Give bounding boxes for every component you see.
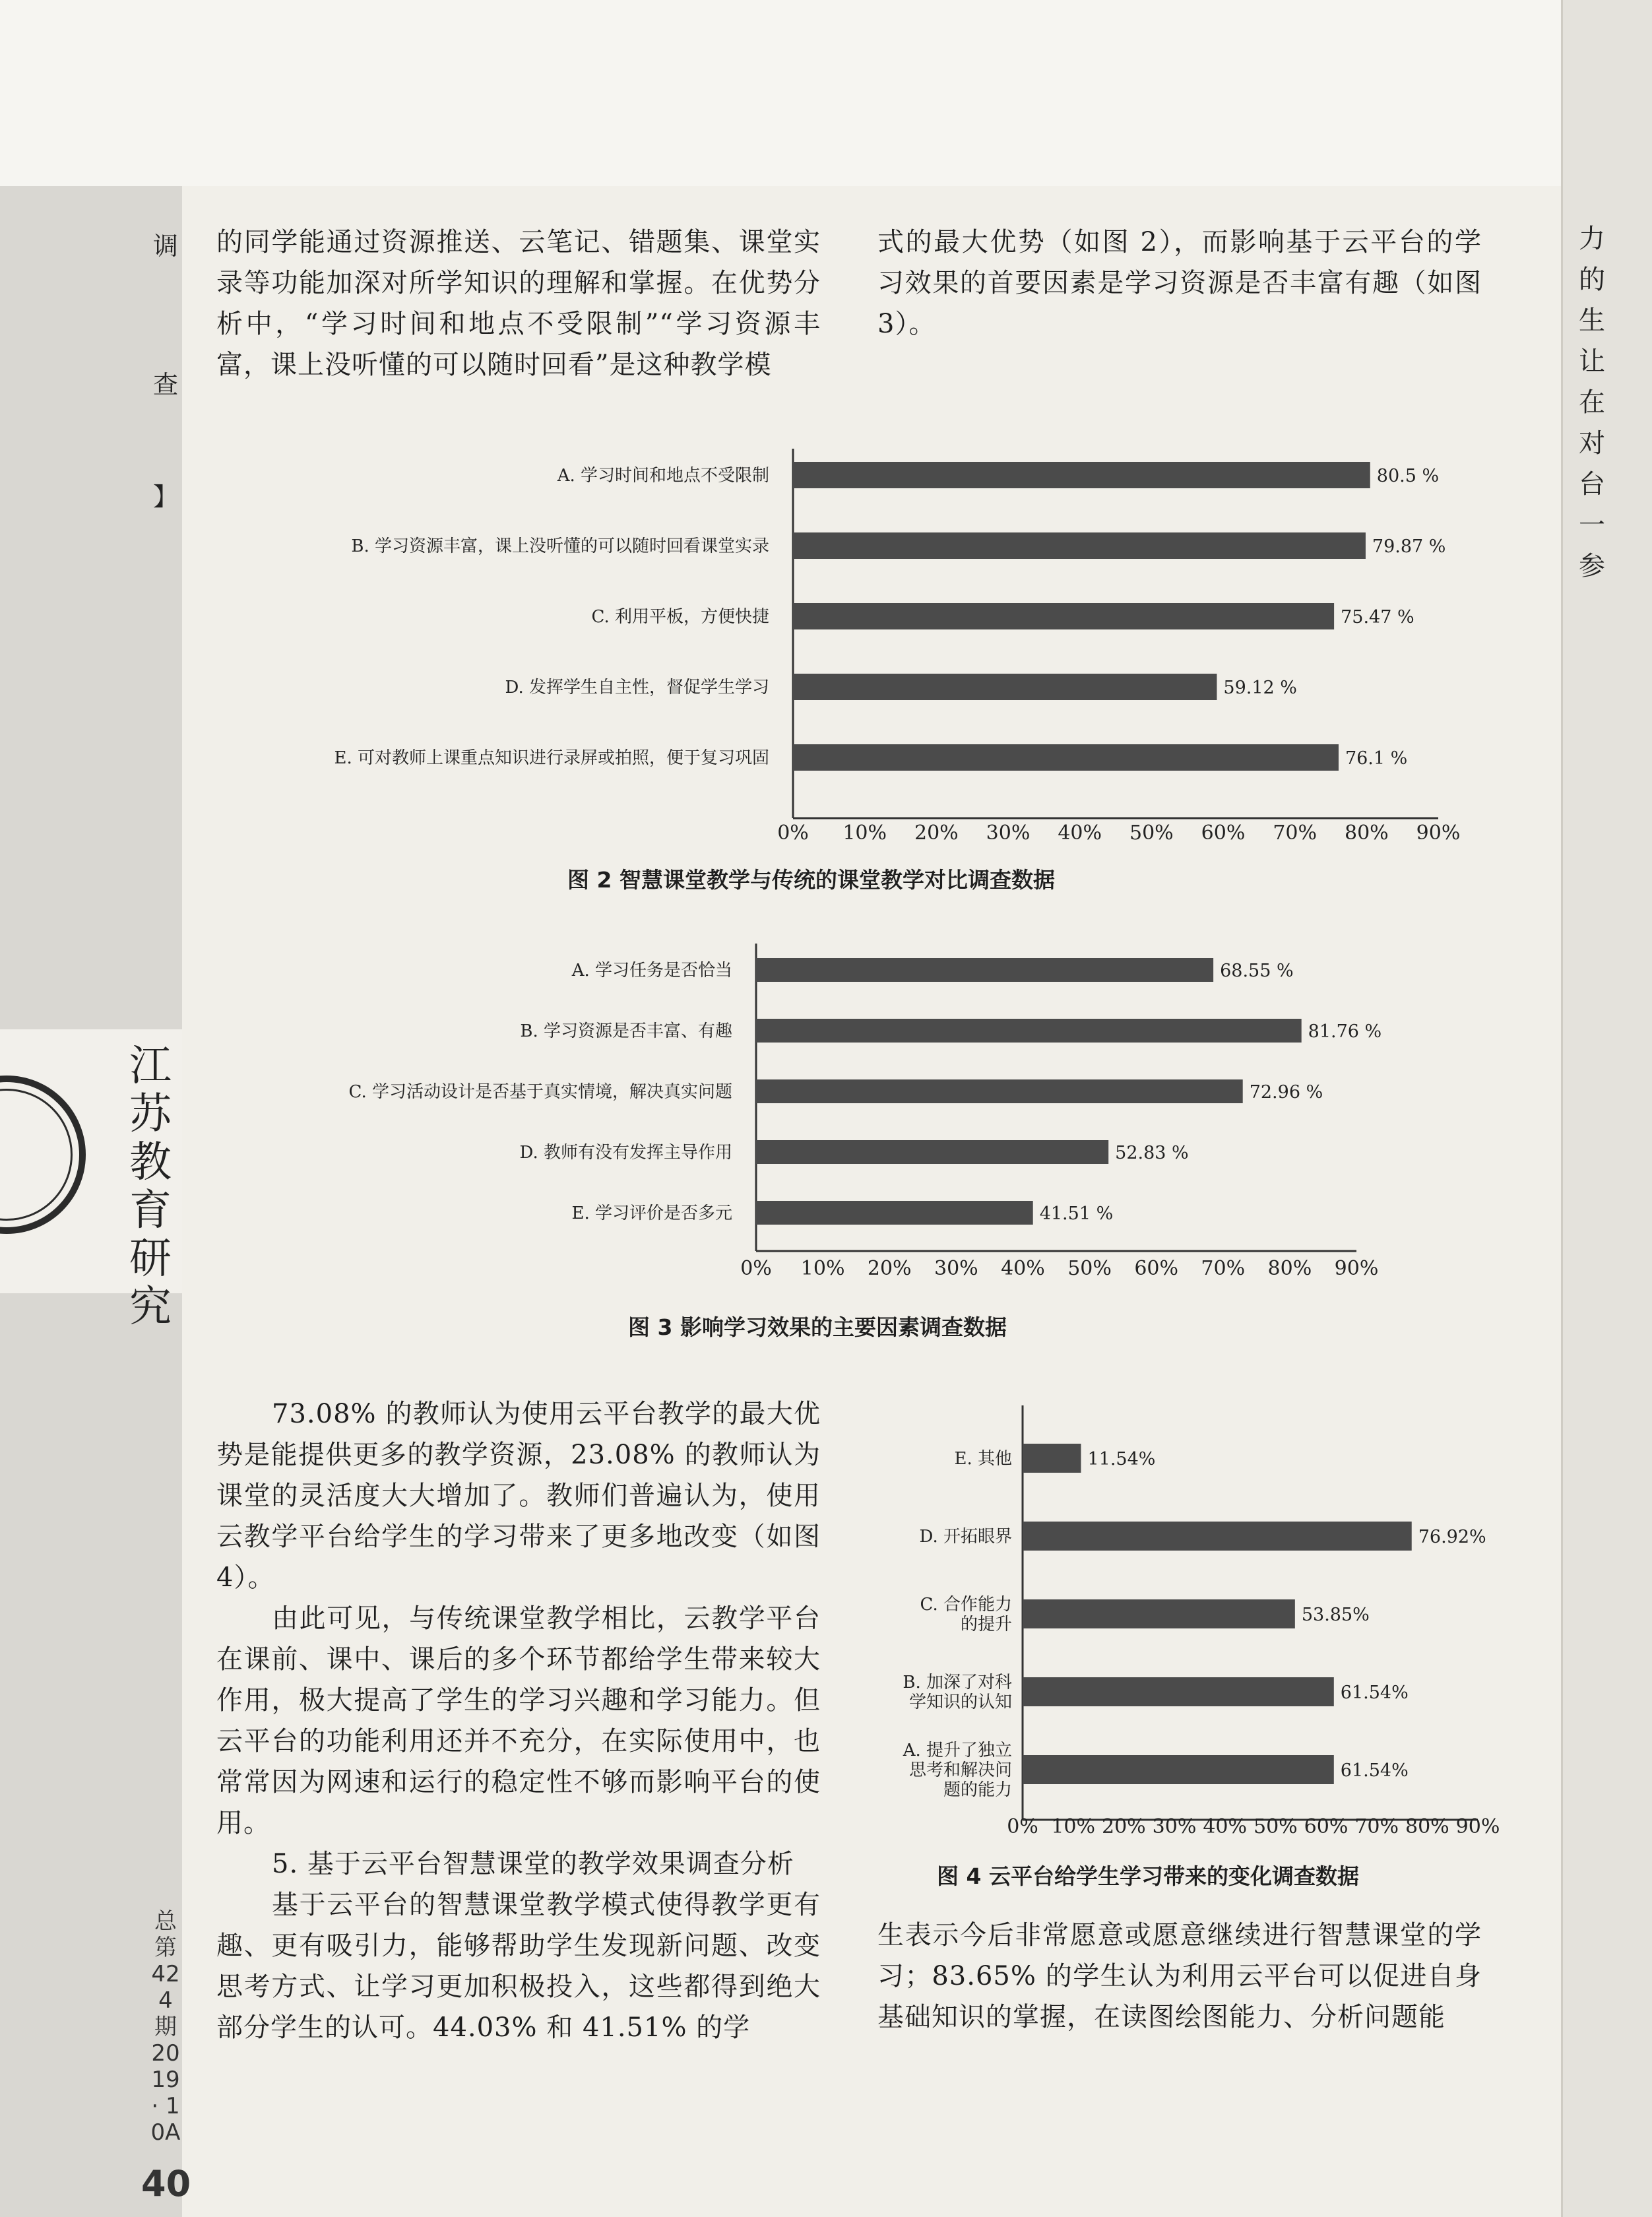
chart-category-label: C. 利用平板，方便快捷 <box>591 607 769 627</box>
chart-category-label: 思考和解决问 <box>908 1760 1012 1780</box>
edge-char: 让 <box>1579 346 1605 377</box>
chart-tick-label: 0% <box>740 1257 772 1280</box>
figure-2-caption: 图 2 智慧课堂教学与传统的课堂教学对比调查数据 <box>567 867 1055 893</box>
chart-category-label: C. 合作能力 <box>920 1595 1012 1615</box>
next-page-edge <box>1561 0 1652 2217</box>
chart-tick-label: 10% <box>800 1257 845 1280</box>
chart-category-label: 题的能力 <box>943 1780 1012 1800</box>
col1-paragraph-2: 由此可见，与传统课堂教学相比，云教学平台在课前、课中、课后的多个环节都给学生带来较大作用，极大提高了学生的学习兴趣和学习能力。但云平台的功能利用还并不充分，在实际使用中，也常常因为网速和运行的稳定性不够而影响平台的使用。 <box>216 1603 821 1838</box>
issue-number: 总第 424 期 2019 · 10A <box>150 1908 181 2146</box>
chart-bar <box>1023 1444 1081 1473</box>
chart-data-label: 11.54% <box>1087 1449 1156 1469</box>
chart-bar <box>756 1019 1302 1043</box>
chart-category-label: C. 学习活动设计是否基于真实情境，解决真实问题 <box>348 1082 732 1102</box>
chart-bar <box>1023 1755 1334 1784</box>
chart-bar <box>1023 1677 1334 1706</box>
chart-data-label: 75.47 % <box>1341 607 1414 627</box>
figure-4-chart <box>858 1405 1517 1841</box>
edge-char: 对 <box>1579 428 1605 459</box>
chart-tick-label: 90% <box>1416 821 1461 845</box>
edge-char: 一 <box>1579 510 1605 540</box>
section-char: 】 <box>153 482 179 511</box>
chart-bar <box>756 1140 1108 1164</box>
chart-tick-label: 60% <box>1134 1257 1179 1280</box>
chart-data-label: 81.76 % <box>1308 1021 1382 1042</box>
journal-logo <box>0 1029 182 1332</box>
chart-tick-label: 30% <box>934 1257 978 1280</box>
col1-paragraph-3: 基于云平台的智慧课堂教学模式使得教学更有趣、更有吸引力，能够帮助学生发现新问题、改变思考方式、让学习更加积极投入，这些都得到绝大部分学生的认可。44.03% 和 41.51% 的学 <box>216 1890 821 2043</box>
chart-category-label: A. 学习任务是否恰当 <box>571 961 732 980</box>
chart-tick-label: 70% <box>1201 1257 1246 1280</box>
edge-char: 在 <box>1579 387 1605 418</box>
section-char: 调 <box>153 232 179 261</box>
figure-3-caption: 图 3 影响学习效果的主要因素调查数据 <box>628 1314 1007 1340</box>
chart-tick-label: 40% <box>1203 1815 1248 1838</box>
figure-4-caption: 图 4 云平台给学生学习带来的变化调查数据 <box>937 1863 1359 1889</box>
chart-tick-label: 50% <box>1129 821 1174 845</box>
chart-tick-label: 40% <box>1001 1257 1045 1280</box>
chart-tick-label: 20% <box>867 1257 912 1280</box>
chart-category-label: B. 加深了对科 <box>903 1673 1012 1692</box>
section-char: 查 <box>153 370 179 399</box>
chart-category-label: 的提升 <box>960 1615 1012 1634</box>
chart-category-label: B. 学习资源是否丰富、有趣 <box>520 1021 732 1041</box>
chart-bar <box>793 462 1370 488</box>
chart-tick-label: 70% <box>1354 1815 1399 1838</box>
chart-category-label: E. 其他 <box>954 1449 1012 1469</box>
chart-data-label: 52.83 % <box>1115 1143 1189 1163</box>
chart-data-label: 68.55 % <box>1220 961 1294 981</box>
chart-data-label: 76.1 % <box>1345 748 1408 769</box>
chart-bar <box>756 1079 1243 1103</box>
chart-tick-label: 20% <box>1101 1815 1146 1838</box>
edge-char: 的 <box>1579 265 1605 295</box>
top-margin <box>0 0 1652 186</box>
chart-tick-label: 0% <box>777 821 809 845</box>
chart-tick-label: 90% <box>1455 1815 1500 1838</box>
chart-data-label: 79.87 % <box>1372 536 1446 557</box>
chart-bar <box>793 744 1339 771</box>
chart-bar <box>793 674 1217 700</box>
chart-tick-label: 80% <box>1344 821 1389 845</box>
chart-data-label: 76.92% <box>1418 1527 1486 1547</box>
col1-top-paragraph: 的同学能通过资源推送、云笔记、错题集、课堂实录等功能加深对所学知识的理解和掌握。在优势分析中，“学习时间和地点不受限制”“学习资源丰富，课上没听懂的可以随时回看”是这种教学模 <box>216 227 821 380</box>
chart-tick-label: 90% <box>1334 1257 1379 1280</box>
col1-paragraph-1: 73.08% 的教师认为使用云平台教学的最大优势是能提供更多的教学资源，23.08% 的教师认为课堂的灵活度大大增加了。教师们普遍认为，使用云教学平台给学生的学习带来了更多地改变（如图 4）。 <box>216 1399 821 1593</box>
journal-logo-text: 江苏教育研究 <box>129 1042 172 1332</box>
chart-tick-label: 50% <box>1067 1257 1112 1280</box>
chart-data-label: 72.96 % <box>1249 1082 1323 1103</box>
chart-tick-label: 50% <box>1253 1815 1298 1838</box>
chart-bar <box>793 603 1334 629</box>
chart-category-label: A. 学习时间和地点不受限制 <box>557 466 769 486</box>
chart-bar <box>1023 1599 1295 1628</box>
col2-bottom-paragraph: 生表示今后非常愿意或愿意继续进行智慧课堂的学习；83.65% 的学生认为利用云平台可以促进自身基础知识的掌握，在读图绘图能力、分析问题能 <box>877 1920 1482 2032</box>
col1-section-heading: 5. 基于云平台智慧课堂的教学效果调查分析 <box>272 1849 794 1879</box>
edge-char: 参 <box>1579 551 1605 581</box>
chart-tick-label: 60% <box>1304 1815 1349 1838</box>
edge-char: 生 <box>1579 305 1605 336</box>
chart-bar <box>793 532 1366 559</box>
chart-tick-label: 0% <box>1007 1815 1038 1838</box>
chart-bar <box>756 1201 1033 1225</box>
chart-tick-label: 40% <box>1058 821 1102 845</box>
chart-data-label: 61.54% <box>1340 1683 1409 1703</box>
figure-2-chart <box>191 449 1484 845</box>
chart-tick-label: 70% <box>1273 821 1318 845</box>
chart-category-label: A. 提升了独立 <box>903 1741 1012 1760</box>
chart-category-label: E. 可对教师上课重点知识进行录屏或拍照，便于复习巩固 <box>334 748 769 768</box>
col2-top-paragraph: 式的最大优势（如图 2），而影响基于云平台的学习效果的首要因素是学习资源是否丰富有趣（如图 3）。 <box>877 227 1482 339</box>
chart-category-label: 学知识的认知 <box>908 1692 1012 1712</box>
chart-category-label: D. 教师有没有发挥主导作用 <box>519 1143 732 1163</box>
chart-bar <box>1023 1522 1412 1551</box>
chart-category-label: B. 学习资源丰富，课上没听懂的可以随时回看课堂实录 <box>351 536 769 556</box>
chart-category-label: D. 开拓眼界 <box>919 1527 1012 1547</box>
chart-data-label: 59.12 % <box>1223 678 1297 698</box>
chart-data-label: 80.5 % <box>1376 466 1440 486</box>
figure-3-chart <box>191 944 1484 1289</box>
chart-tick-label: 10% <box>842 821 887 845</box>
chart-tick-label: 60% <box>1201 821 1246 845</box>
chart-tick-label: 80% <box>1405 1815 1449 1838</box>
chart-bar <box>756 958 1213 982</box>
chart-tick-label: 80% <box>1267 1257 1312 1280</box>
chart-data-label: 41.51 % <box>1039 1204 1114 1224</box>
edge-char: 台 <box>1579 469 1605 499</box>
chart-data-label: 61.54% <box>1340 1760 1409 1781</box>
page-number: 40 <box>141 2163 191 2204</box>
chart-category-label: D. 发挥学生自主性，督促学生学习 <box>505 678 769 697</box>
edge-char: 力 <box>1579 224 1605 254</box>
chart-category-label: E. 学习评价是否多元 <box>571 1204 732 1223</box>
seal-icon <box>0 1076 86 1234</box>
chart-data-label: 53.85% <box>1301 1605 1370 1625</box>
chart-tick-label: 30% <box>986 821 1031 845</box>
chart-tick-label: 20% <box>914 821 959 845</box>
chart-tick-label: 10% <box>1051 1815 1096 1838</box>
chart-tick-label: 30% <box>1152 1815 1197 1838</box>
